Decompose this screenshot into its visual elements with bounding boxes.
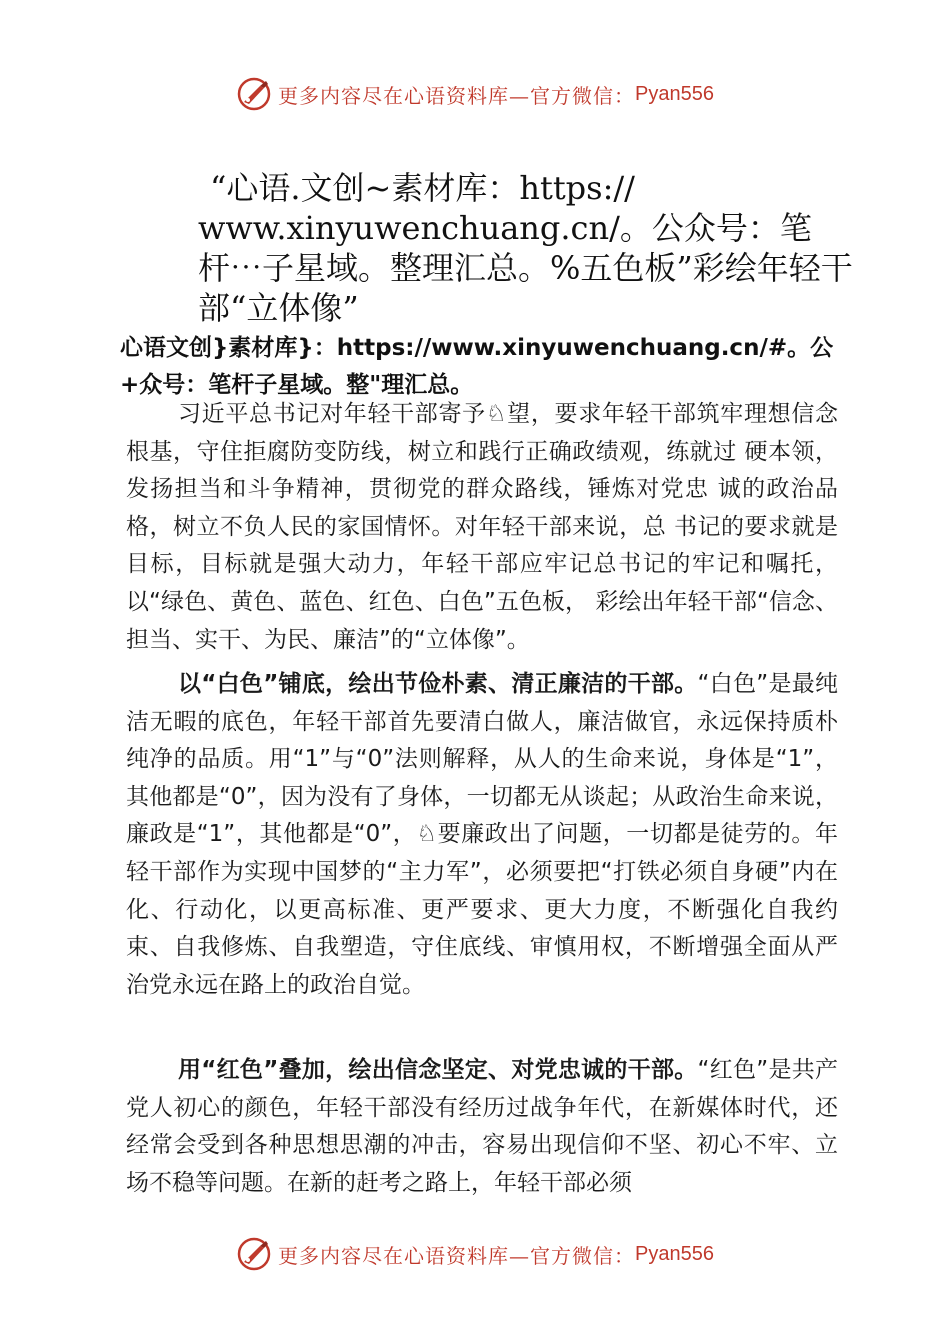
banner-dash-text: —官方微信： bbox=[509, 83, 636, 108]
paragraph-3-text: “红色”是共产党人初心的颜色，年轻干部没有经历过战争年代，在新媒体时代，还经常会受到各种思想思潮的冲击，容易出现信仰不坚、初心不牢、立场不稳等问题。在新的赶考之路上，年轻干部必须 bbox=[126, 1057, 838, 1196]
footer-wechat-id: Pyan556 bbox=[635, 1242, 714, 1265]
paragraph-2-text: “白色”是最纯洁无暇的底色，年轻干部首先要清白做人，廉洁做官，永远保持质朴纯净的品质。用“1”与“0”法则解释，从人的生命来说，身体是“1”，其他都是“0”，因为没有了身体，一切都无从谈起；从政治生命来说，廉政是“1”，其他都是“0”，♘要廉政出了问题，一切都是徒劳的。年轻干部作为实现中国梦的“主力军”，必须要把“打铁必须自身硬”内在化、行动化，以更高标准、更严要求、更大力度，不断强化自我约束、自我修炼、自我塑造，守住底线、审慎用权，不断增强全面从严治党永远在路上的政治自觉。 bbox=[126, 671, 838, 998]
paragraph-1 bbox=[126, 396, 838, 659]
banner-wechat-id: Pyan556 bbox=[635, 82, 714, 105]
paragraph-2-lead: 以“白色”铺底，绘出节俭朴素、清正廉洁的干部。 bbox=[178, 671, 698, 697]
pen-in-circle-icon bbox=[236, 1236, 272, 1272]
source-note: 心语文创}素材库}：https://www.xinyuwenchuang.cn/#。公+众号：笔杆子星域。整"理汇总。 bbox=[120, 335, 834, 398]
footer-banner-dash-text: —官方微信： bbox=[509, 1243, 636, 1268]
paragraph-3 bbox=[126, 1052, 838, 1202]
paragraph-2 bbox=[126, 666, 838, 1004]
header-banner bbox=[0, 72, 950, 116]
paragraph-3-lead: 用“红色”叠加，绘出信念坚定、对党忠诚的干部。 bbox=[178, 1057, 698, 1083]
footer-banner bbox=[0, 1232, 950, 1276]
paragraph-1-text: 习近平总书记对年轻干部寄予♘望，要求年轻干部筑牢理想信念根基，守住拒腐防变防线，树立和践行正确政绩观，练就过 硬本领，发扬担当和斗争精神，贯彻党的群众路线，锤炼对党忠 诚的政治品格，树立不负人民的家国情怀。对年轻干部来说，总 书记的要求就是目标，目标就是强大动力，年轻干部应牢记总书记的牢记和嘱托，以“绿色、黄色、蓝色、红色、白色”五色板， 彩绘出年轻干部“信念、担当、实干、为民、廉洁”的“立体像”。 bbox=[126, 401, 838, 653]
title-rest: www.xinyuwenchuang.cn/。公众号：笔杆⋯子星域。整理汇总。%五色板”彩绘年轻干部“立体像” bbox=[198, 209, 853, 327]
footer-banner-text: 更多内容尽在心语资料库 bbox=[278, 1243, 510, 1268]
banner-text: 更多内容尽在心语资料库 bbox=[278, 83, 510, 108]
document-title bbox=[198, 168, 868, 328]
pen-in-circle-icon bbox=[236, 76, 272, 112]
title-line-1: “心语.文创~素材库：https:// bbox=[210, 169, 635, 207]
